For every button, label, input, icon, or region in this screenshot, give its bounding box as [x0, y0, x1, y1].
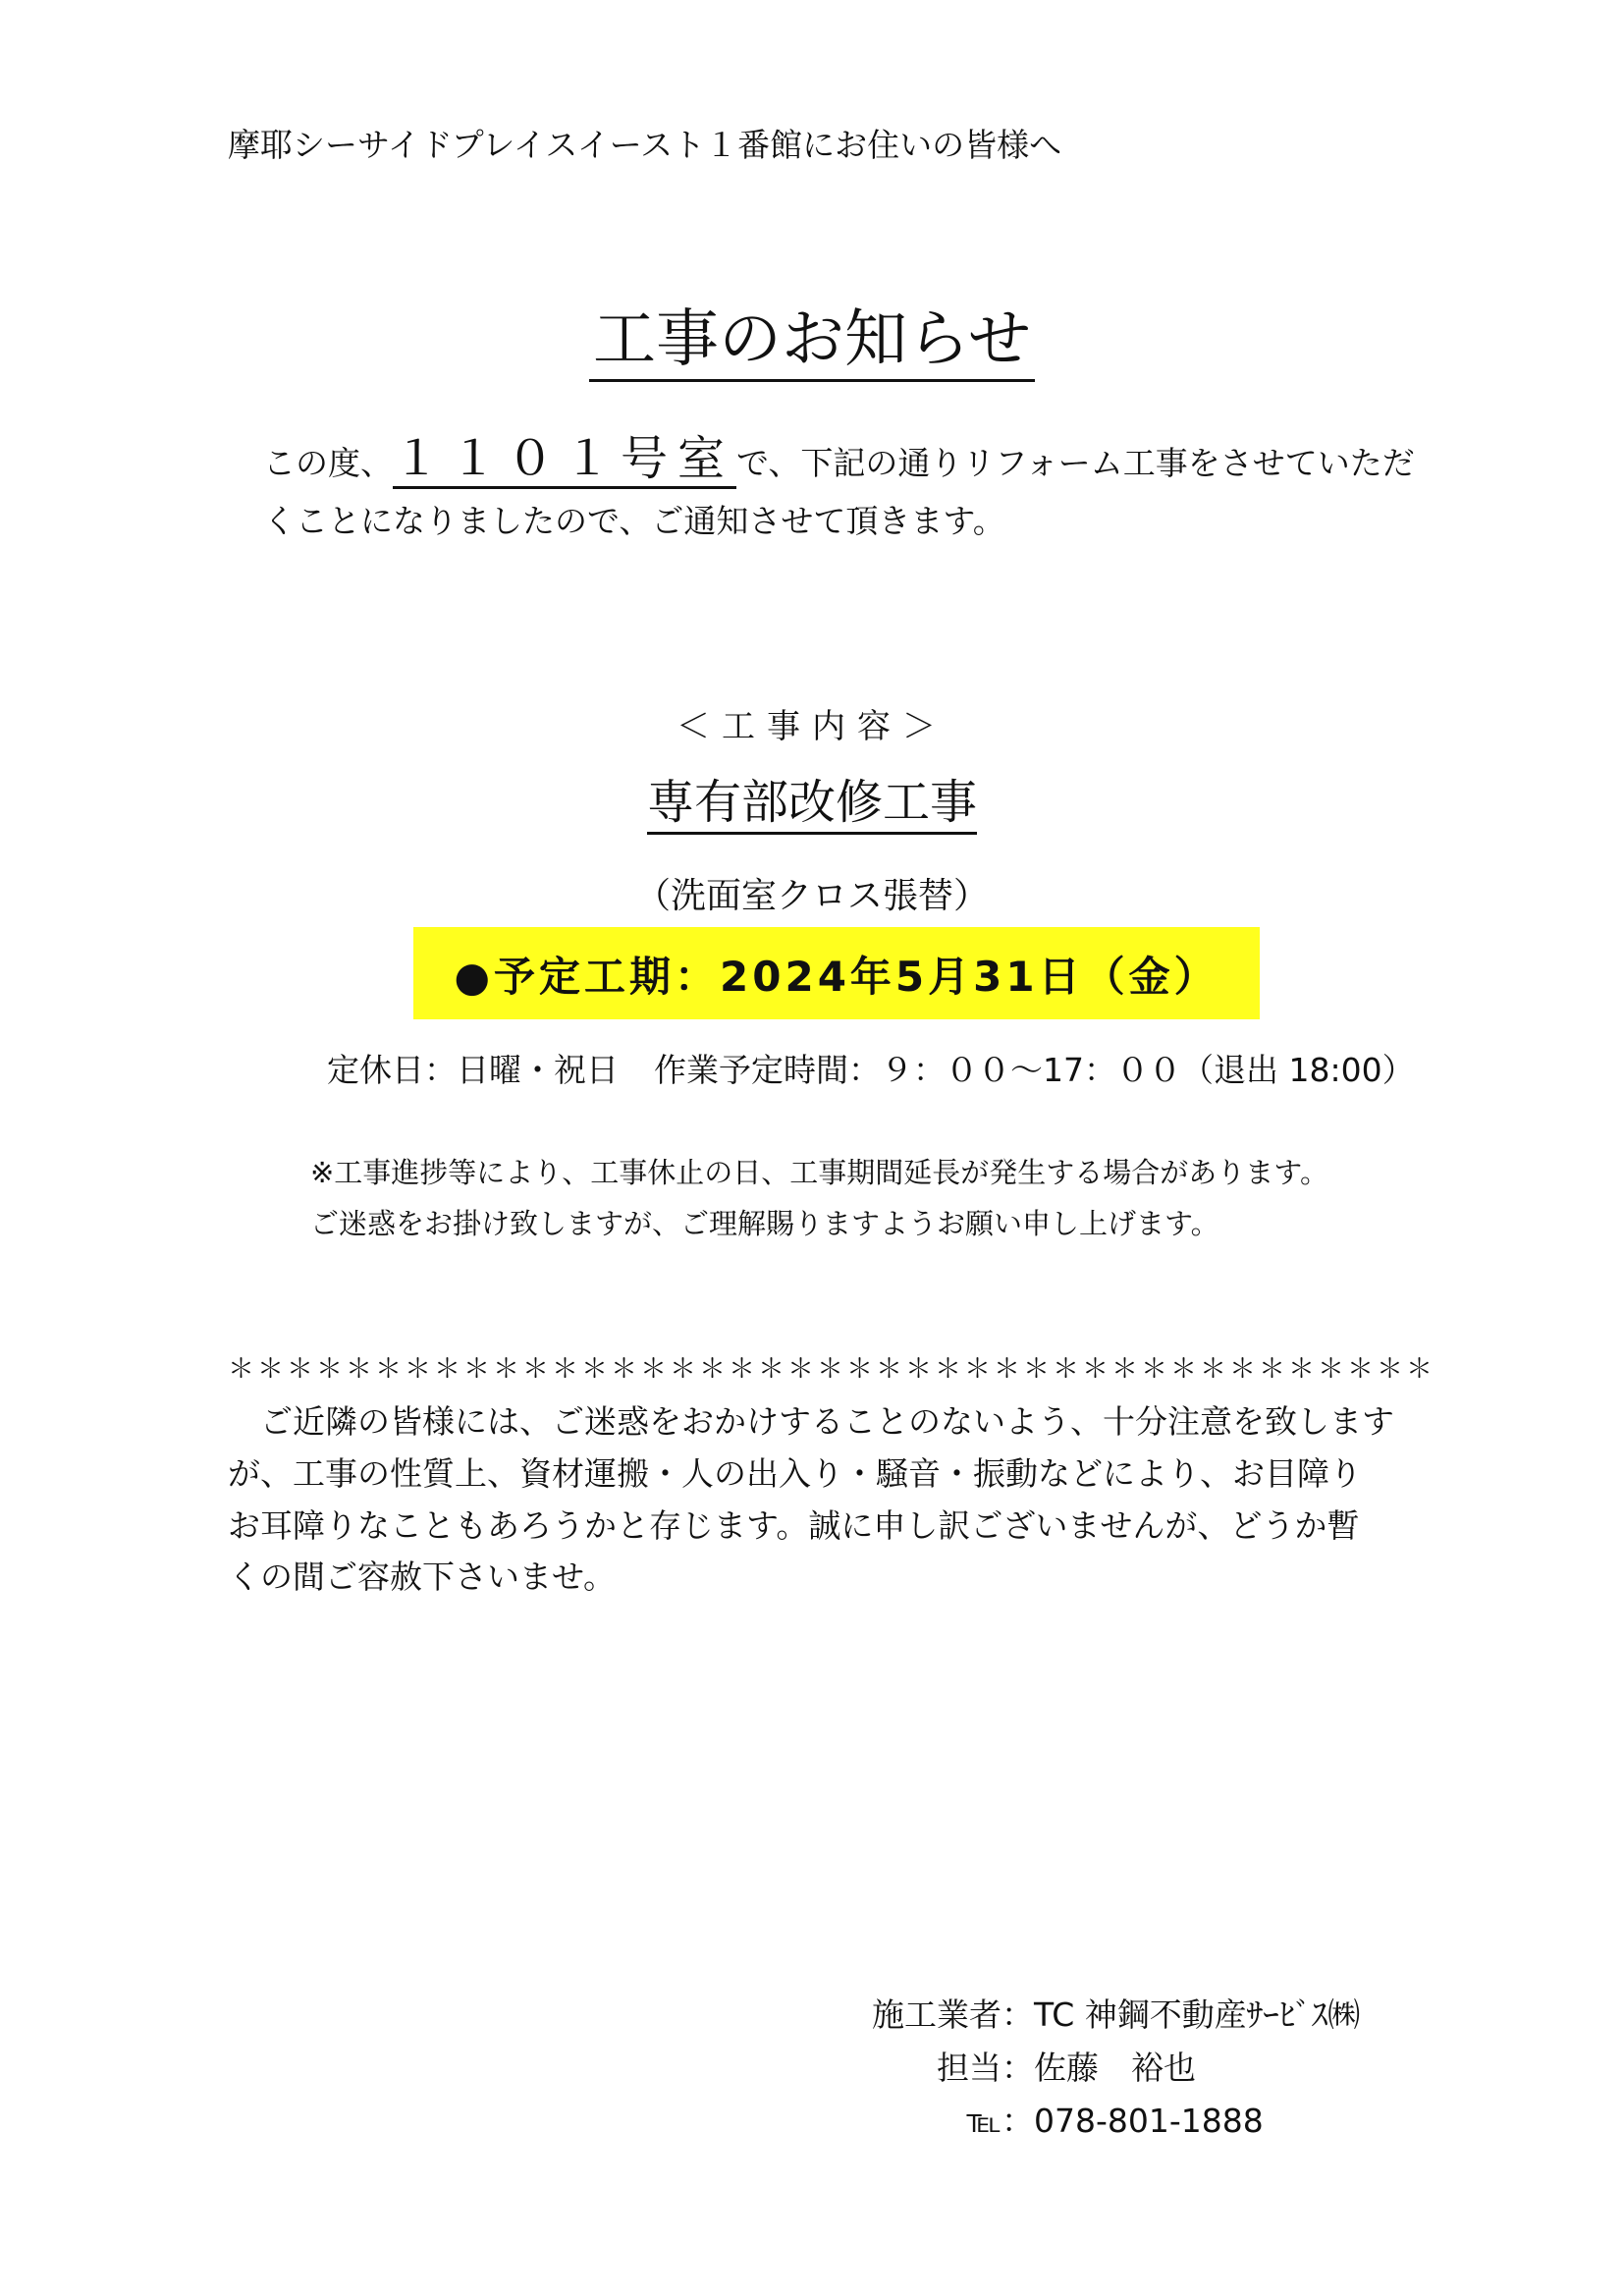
message-line: くの間ご容赦下さいませ。 — [228, 1558, 617, 1596]
intro-suffix: で、下記の通りリフォーム工事をさせていただ — [736, 444, 1415, 482]
person-separator: ： — [1001, 2049, 1034, 2087]
intro-line-1 — [263, 420, 1415, 488]
schedule-line — [327, 1045, 1415, 1091]
person-label: 担当 — [937, 2049, 1001, 2087]
contractor-label: 施工業者 — [872, 1995, 1001, 2034]
tel-number: 078-801-1888 — [1034, 2102, 1264, 2140]
work-hours: 作業予定時間：９：００～17：００（退出 18:00） — [654, 1051, 1415, 1089]
note-line: ご迷惑をお掛け致しますが、ご理解賜りますようお願い申し上げます。 — [310, 1207, 1219, 1240]
contractor-name: TC 神鋼不動産ｻｰﾋﾞｽ㈱ — [1034, 1995, 1361, 2034]
holidays: 定休日：日曜・祝日 — [327, 1051, 619, 1089]
message-line: お耳障りなこともあろうかと存じます。誠に申し訳ございませんが、どうか暫 — [228, 1506, 1360, 1545]
intro-prefix: この度、 — [263, 444, 393, 482]
tel-label: ℡ — [966, 2102, 1001, 2140]
person-name: 佐藤 裕也 — [1034, 2049, 1196, 2087]
addressee-line: 摩耶シーサイドプレイスイースト１番館にお住いの皆様へ — [228, 126, 1062, 164]
work-name-container — [0, 764, 1624, 832]
contractor-separator: ： — [1001, 1995, 1034, 2034]
message-line: ご近隣の皆様には、ご迷惑をおかけすることのないよう、十分注意を致します — [228, 1402, 1394, 1441]
intro-line-2: くことになりましたので、ご通知させて頂きます。 — [263, 502, 1005, 540]
note-line: ※工事進捗等により、工事休止の日、工事期間延長が発生する場合があります。 — [310, 1156, 1328, 1189]
notice-title: 工事のお知らせ — [589, 304, 1035, 382]
scheduled-period: ●予定工期：2024年5月31日（金） — [454, 953, 1219, 1001]
tel-line — [785, 2096, 1264, 2142]
message-line: が、工事の性質上、資材運搬・人の出入り・騒音・振動などにより、お目障り — [228, 1454, 1362, 1493]
asterisk-separator: ＊＊＊＊＊＊＊＊＊＊＊＊＊＊＊＊＊＊＊＊＊＊＊＊＊＊＊＊＊＊＊＊＊＊＊＊＊＊＊＊＊ — [228, 1354, 1435, 1385]
work-name: 専有部改修工事 — [647, 775, 977, 835]
work-section-label: ＜工事内容＞ — [677, 707, 947, 746]
room-number: １１０１号室 — [393, 431, 736, 489]
work-detail: （洗面室クロス張替） — [634, 876, 989, 916]
title-container — [0, 304, 1624, 382]
contractor-line — [785, 1990, 1360, 2036]
person-line — [785, 2043, 1196, 2089]
tel-separator: ： — [1001, 2102, 1034, 2140]
